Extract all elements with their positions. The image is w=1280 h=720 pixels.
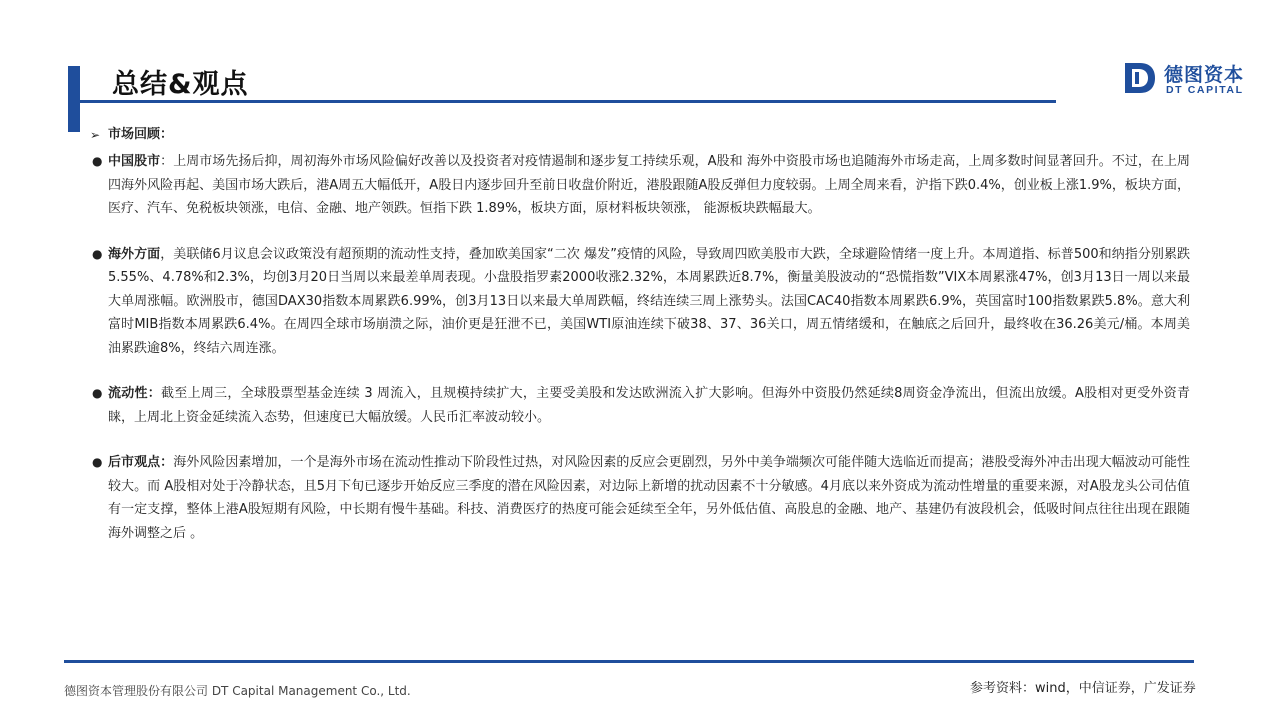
arrow-bullet-icon: ➢ [90, 128, 101, 142]
paragraph-text: 海外风险因素增加，一个是海外市场在流动性推动下阶段性过热，对风险因素的反应会更剧烈，另外中美争端频次可能伴随大选临近而提高；港股受海外冲击出现大幅波动可能性较大。而 A股相对处于冷静状态，且5月下旬已逐步开始反应三季度的潜在风险因素，对边际上新增的扰动因素不十分敏感。4月底以来外资成为流动性增量的重要来源，对A股龙头公司估值有一定支撑，整体上港A股短期有风险，中长期有慢牛基础。科技、消费医疗的热度可能会延续至全年，另外低估值、高股息的金融、地产、基建仍有波段机会，低吸时间点往往出现在跟随海外调整之后 。 [108, 455, 1190, 541]
paragraph-label: 流动性： [108, 386, 162, 401]
footer-company: 德图资本管理股份有限公司 DT Capital Management Co., Ltd. [64, 684, 411, 698]
paragraph-label: 中国股市 [108, 154, 161, 169]
paragraph-text: ：上周市场先扬后抑，周初海外市场风险偏好改善以及投资者对疫情遏制和逐步复工持续乐观，A股和 海外中资股市场也追随海外市场走高，上周多数时间显著回升。不过，在上周四海外风险再起、美国市场大跌后，港A周五大幅低开，A股日内逐步回升至前日收盘价附近，港股跟随A股反弹但力度较弱。上周全周来看，沪指下跌0.4%，创业板上涨1.9%，板块方面，医疗、汽车、免税板块领涨，电信、金融、地产领跌。恒指下跌 1.89%，板块方面，原材料板块领涨， 能源板块跌幅最大。 [108, 154, 1190, 216]
footer-sources: 参考资料：wind，中信证券，广发证券 [970, 681, 1196, 696]
logo-chinese-text: 德图资本 [1164, 64, 1245, 86]
paragraph-label: 后市观点： [108, 455, 174, 470]
dt-logo-icon [1122, 60, 1158, 96]
page-title: 总结&观点 [112, 69, 249, 100]
bullet-icon: ● [92, 455, 103, 469]
bullet-icon: ● [92, 386, 103, 400]
title-accent-bar [68, 66, 80, 132]
section-heading-label: 市场回顾： [108, 127, 174, 142]
title-divider [80, 100, 1056, 103]
footer-divider [64, 660, 1194, 663]
summary-content [90, 126, 1190, 545]
company-logo [1122, 60, 1252, 100]
bullet-icon: ● [92, 154, 103, 168]
paragraph-china-market [90, 150, 1190, 221]
paragraph-outlook [90, 451, 1190, 545]
section-heading [90, 126, 1190, 144]
bullet-icon: ● [92, 246, 103, 261]
paragraph-overseas-market [90, 243, 1190, 361]
paragraph-liquidity [90, 382, 1190, 429]
logo-english-text: DT CAPITAL [1166, 84, 1244, 96]
paragraph-text: ，美联储6月议息会议政策没有超预期的流动性支持，叠加欧美国家“二次 爆发”疫情的风险，导致周四欧美股市大跌，全球避险情绪一度上升。本周道指、标普500和纳指分别累跌5.55%、4.78%和2.3%，均创3月20日当周以来最差单周表现。小盘股指罗素2000收涨2.32%，本周累跌近8.7%，衡量美股波动的“恐慌指数”VIX本周累涨47%，创3月13日一周以来最大单周涨幅。欧洲股市，德国DAX30指数本周累跌6.99%，创3月13日以来最大单周跌幅，终结连续三周上涨势头。法国CAC40指数本周累跌6.9%，英国富时100指数累跌5.8%。意大利富时MIB指数本周累跌6.4%。在周四全球市场崩溃之际，油价更是狂泄不已，美国WTI原油连续下破38、37、36关口，周五情绪缓和，在触底之后回升，最终收在36.26美元/桶。本周美油累跌逾8%，终结六周连涨。 [108, 246, 1190, 356]
paragraph-text: 截至上周三，全球股票型基金连续 3 周流入，且规模持续扩大，主要受美股和发达欧洲流入扩大影响。但海外中资股仍然延续8周资金净流出，但流出放缓。A股相对更受外资青睐，上周北上资金延续流入态势，但速度已大幅放缓。人民币汇率波动较小。 [108, 386, 1190, 425]
paragraph-label: 海外方面 [108, 246, 161, 262]
